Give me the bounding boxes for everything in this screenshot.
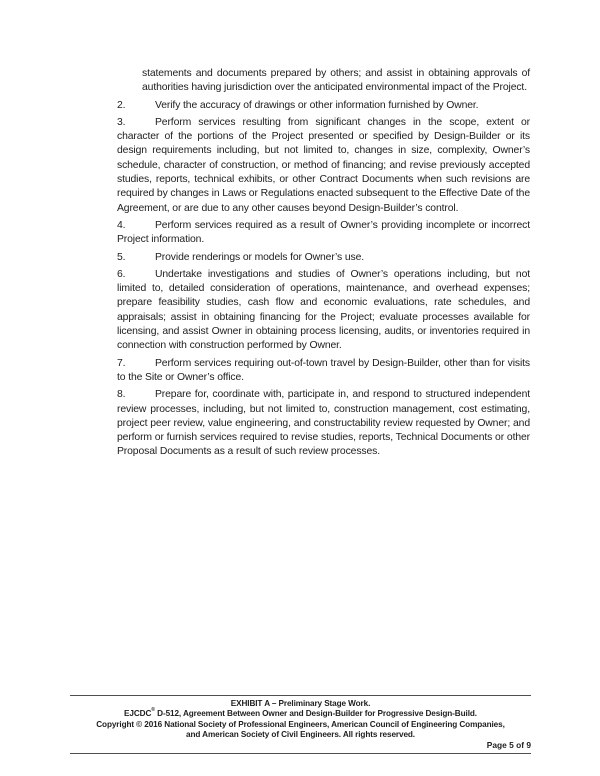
- footer-copyright-line-2: and American Society of Civil Engineers. All rights reserved.: [186, 729, 415, 739]
- paragraph-continuation: statements and documents prepared by others; and assist in obtaining approvals of authorities having jurisdiction over the anticipated environmental impact of the Project.: [142, 68, 530, 94]
- list-item-8: [117, 388, 530, 459]
- item-number: 5.: [117, 251, 126, 263]
- item-text: Perform services required as a result of Owner’s providing incomplete or incorrect Project information.: [117, 219, 530, 246]
- item-number: 7.: [117, 357, 126, 369]
- item-text: Verify the accuracy of drawings or other information furnished by Owner.: [155, 99, 479, 111]
- item-text: Perform services resulting from significant changes in the scope, extent or character of the portions of the Project presented or specified by Design-Builder or its design requirements including, but not limited to, changes in size, complexity, Owner’s schedule, character of construction, or method of financing; and revise previously accepted studies, reports, technical exhibits, or other Contract Documents when such revisions are required by changes in Laws or Regulations enacted subsequent to the Effective Date of the Agreement, or are due to any other causes beyond Design-Builder’s control.: [117, 116, 530, 214]
- list-item-3: [117, 116, 530, 216]
- body-content: [117, 67, 530, 463]
- list-item-5: [117, 251, 530, 265]
- item-text: Prepare for, coordinate with, participate in, and respond to structured independent review processes, including, but not limited to, construction management, cost estimating, project peer review, value engineering, and constructability review requested by Owner; and perform or furnish services required to revise studies, reports, Technical Documents or other Proposal Documents as a result of such review processes.: [117, 389, 530, 458]
- page-footer: [70, 695, 531, 754]
- item-text: Undertake investigations and studies of Owner’s operations including, but not limited to, detailed consideration of operations, maintenance, and overhead expenses; prepare feasibility studies, cash flow and economic evaluations, rate schedules, and appraisals; assist in obtaining financing for the Project; evaluate processes available for licensing, and assist Owner in obtaining process licensing, audits, or inventories required in connection with construction performed by Owner.: [117, 268, 530, 352]
- item-number: 2.: [117, 99, 126, 111]
- item-text: Provide renderings or models for Owner’s use.: [155, 251, 365, 263]
- list-item-2: [117, 99, 530, 113]
- footer-exhibit-line: EXHIBIT A – Preliminary Stage Work.: [230, 699, 371, 708]
- footer-brand: EJCDC: [124, 709, 152, 719]
- list-item-4: [117, 219, 530, 248]
- footer-document-title: D-512, Agreement Between Owner and Design-Builder for Progressive Design-Build.: [154, 709, 477, 719]
- item-number: 8.: [117, 389, 126, 401]
- item-text: Perform services requiring out-of-town travel by Design-Builder, other than for visits to the Site or Owner’s office.: [117, 357, 530, 383]
- item-number: 3.: [117, 116, 126, 128]
- item-number: 4.: [117, 219, 126, 231]
- page-number: Page 5 of 9: [486, 740, 531, 751]
- footer-document-line: [70, 706, 531, 719]
- list-item-7: [117, 357, 530, 386]
- footer-copyright-line-1: Copyright © 2016 National Society of Professional Engineers, American Council of Engineering Companies,: [96, 719, 505, 729]
- list-item-6: [117, 268, 530, 354]
- item-number: 6.: [117, 268, 126, 280]
- registered-trademark-icon: ®: [151, 706, 155, 713]
